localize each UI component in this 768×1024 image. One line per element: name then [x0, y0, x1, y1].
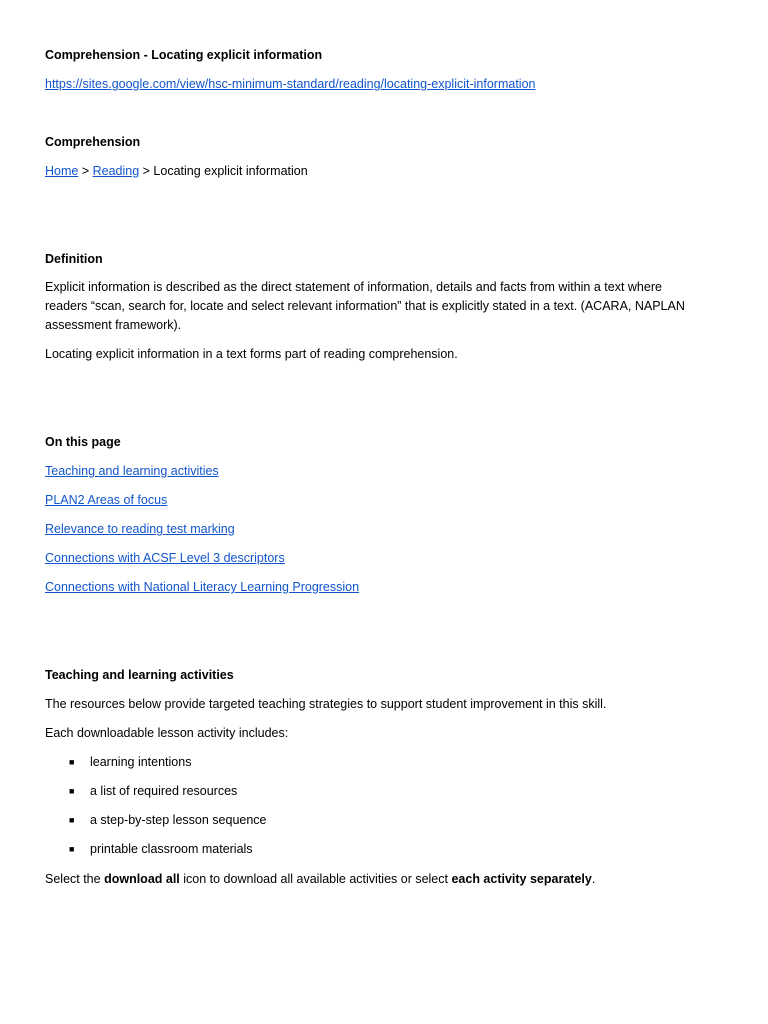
on-this-page-heading: On this page: [45, 435, 121, 449]
breadcrumb-home-link[interactable]: Home: [45, 164, 79, 178]
definition-heading: Definition: [45, 252, 103, 266]
teaching-heading: Teaching and learning activities: [45, 668, 234, 682]
document-title: Comprehension - Locating explicit information: [45, 48, 323, 62]
bullet-icon: ■: [69, 757, 75, 767]
teaching-intro: The resources below provide targeted teaching strategies to support student improvement in this skill.: [45, 697, 607, 711]
definition-paragraph: Explicit information is described as the direct statement of information, details and facts from within a text where readers “scan, search for, locate and select relevant information” that is explicitly stated in a text. (ACARA, NAPLAN assessment framework).: [45, 280, 685, 332]
bullet-icon: ■: [69, 844, 75, 854]
instruction-text: icon to download all available activities or select: [179, 872, 452, 886]
definition-paragraph-2: Locating explicit information in a text forms part of reading comprehension.: [45, 347, 458, 361]
breadcrumb: [45, 163, 308, 179]
bullet-icon: ■: [69, 815, 75, 825]
toc-link-plan2[interactable]: PLAN2 Areas of focus: [45, 493, 168, 507]
breadcrumb-reading-link[interactable]: Reading: [92, 164, 140, 178]
list-item-text: printable classroom materials: [90, 842, 253, 856]
download-instructions: [45, 871, 595, 887]
instruction-bold-each-activity: each activity separately: [451, 872, 592, 886]
instruction-text: Select the: [45, 872, 105, 886]
toc-link-relevance[interactable]: Relevance to reading test marking: [45, 522, 235, 536]
breadcrumb-separator: >: [78, 164, 93, 178]
toc-link-acsf[interactable]: Connections with ACSF Level 3 descriptors: [45, 551, 285, 565]
instruction-bold-download-all: download all: [104, 872, 180, 886]
breadcrumb-current: Locating explicit information: [153, 164, 308, 178]
breadcrumb-separator: >: [139, 164, 154, 178]
teaching-includes: Each downloadable lesson activity includes:: [45, 726, 289, 740]
list-item-text: a list of required resources: [90, 784, 238, 798]
list-item-text: learning intentions: [90, 755, 192, 769]
comprehension-heading: Comprehension: [45, 135, 141, 149]
toc-link-teaching[interactable]: Teaching and learning activities: [45, 464, 219, 478]
bullet-icon: ■: [69, 786, 75, 796]
instruction-text: .: [591, 872, 596, 886]
list-item-text: a step-by-step lesson sequence: [90, 813, 267, 827]
page-url-link[interactable]: https://sites.google.com/view/hsc-minimum-standard/reading/locating-explicit-information: [45, 77, 536, 91]
toc-link-nllp[interactable]: Connections with National Literacy Learning Progression: [45, 580, 360, 594]
